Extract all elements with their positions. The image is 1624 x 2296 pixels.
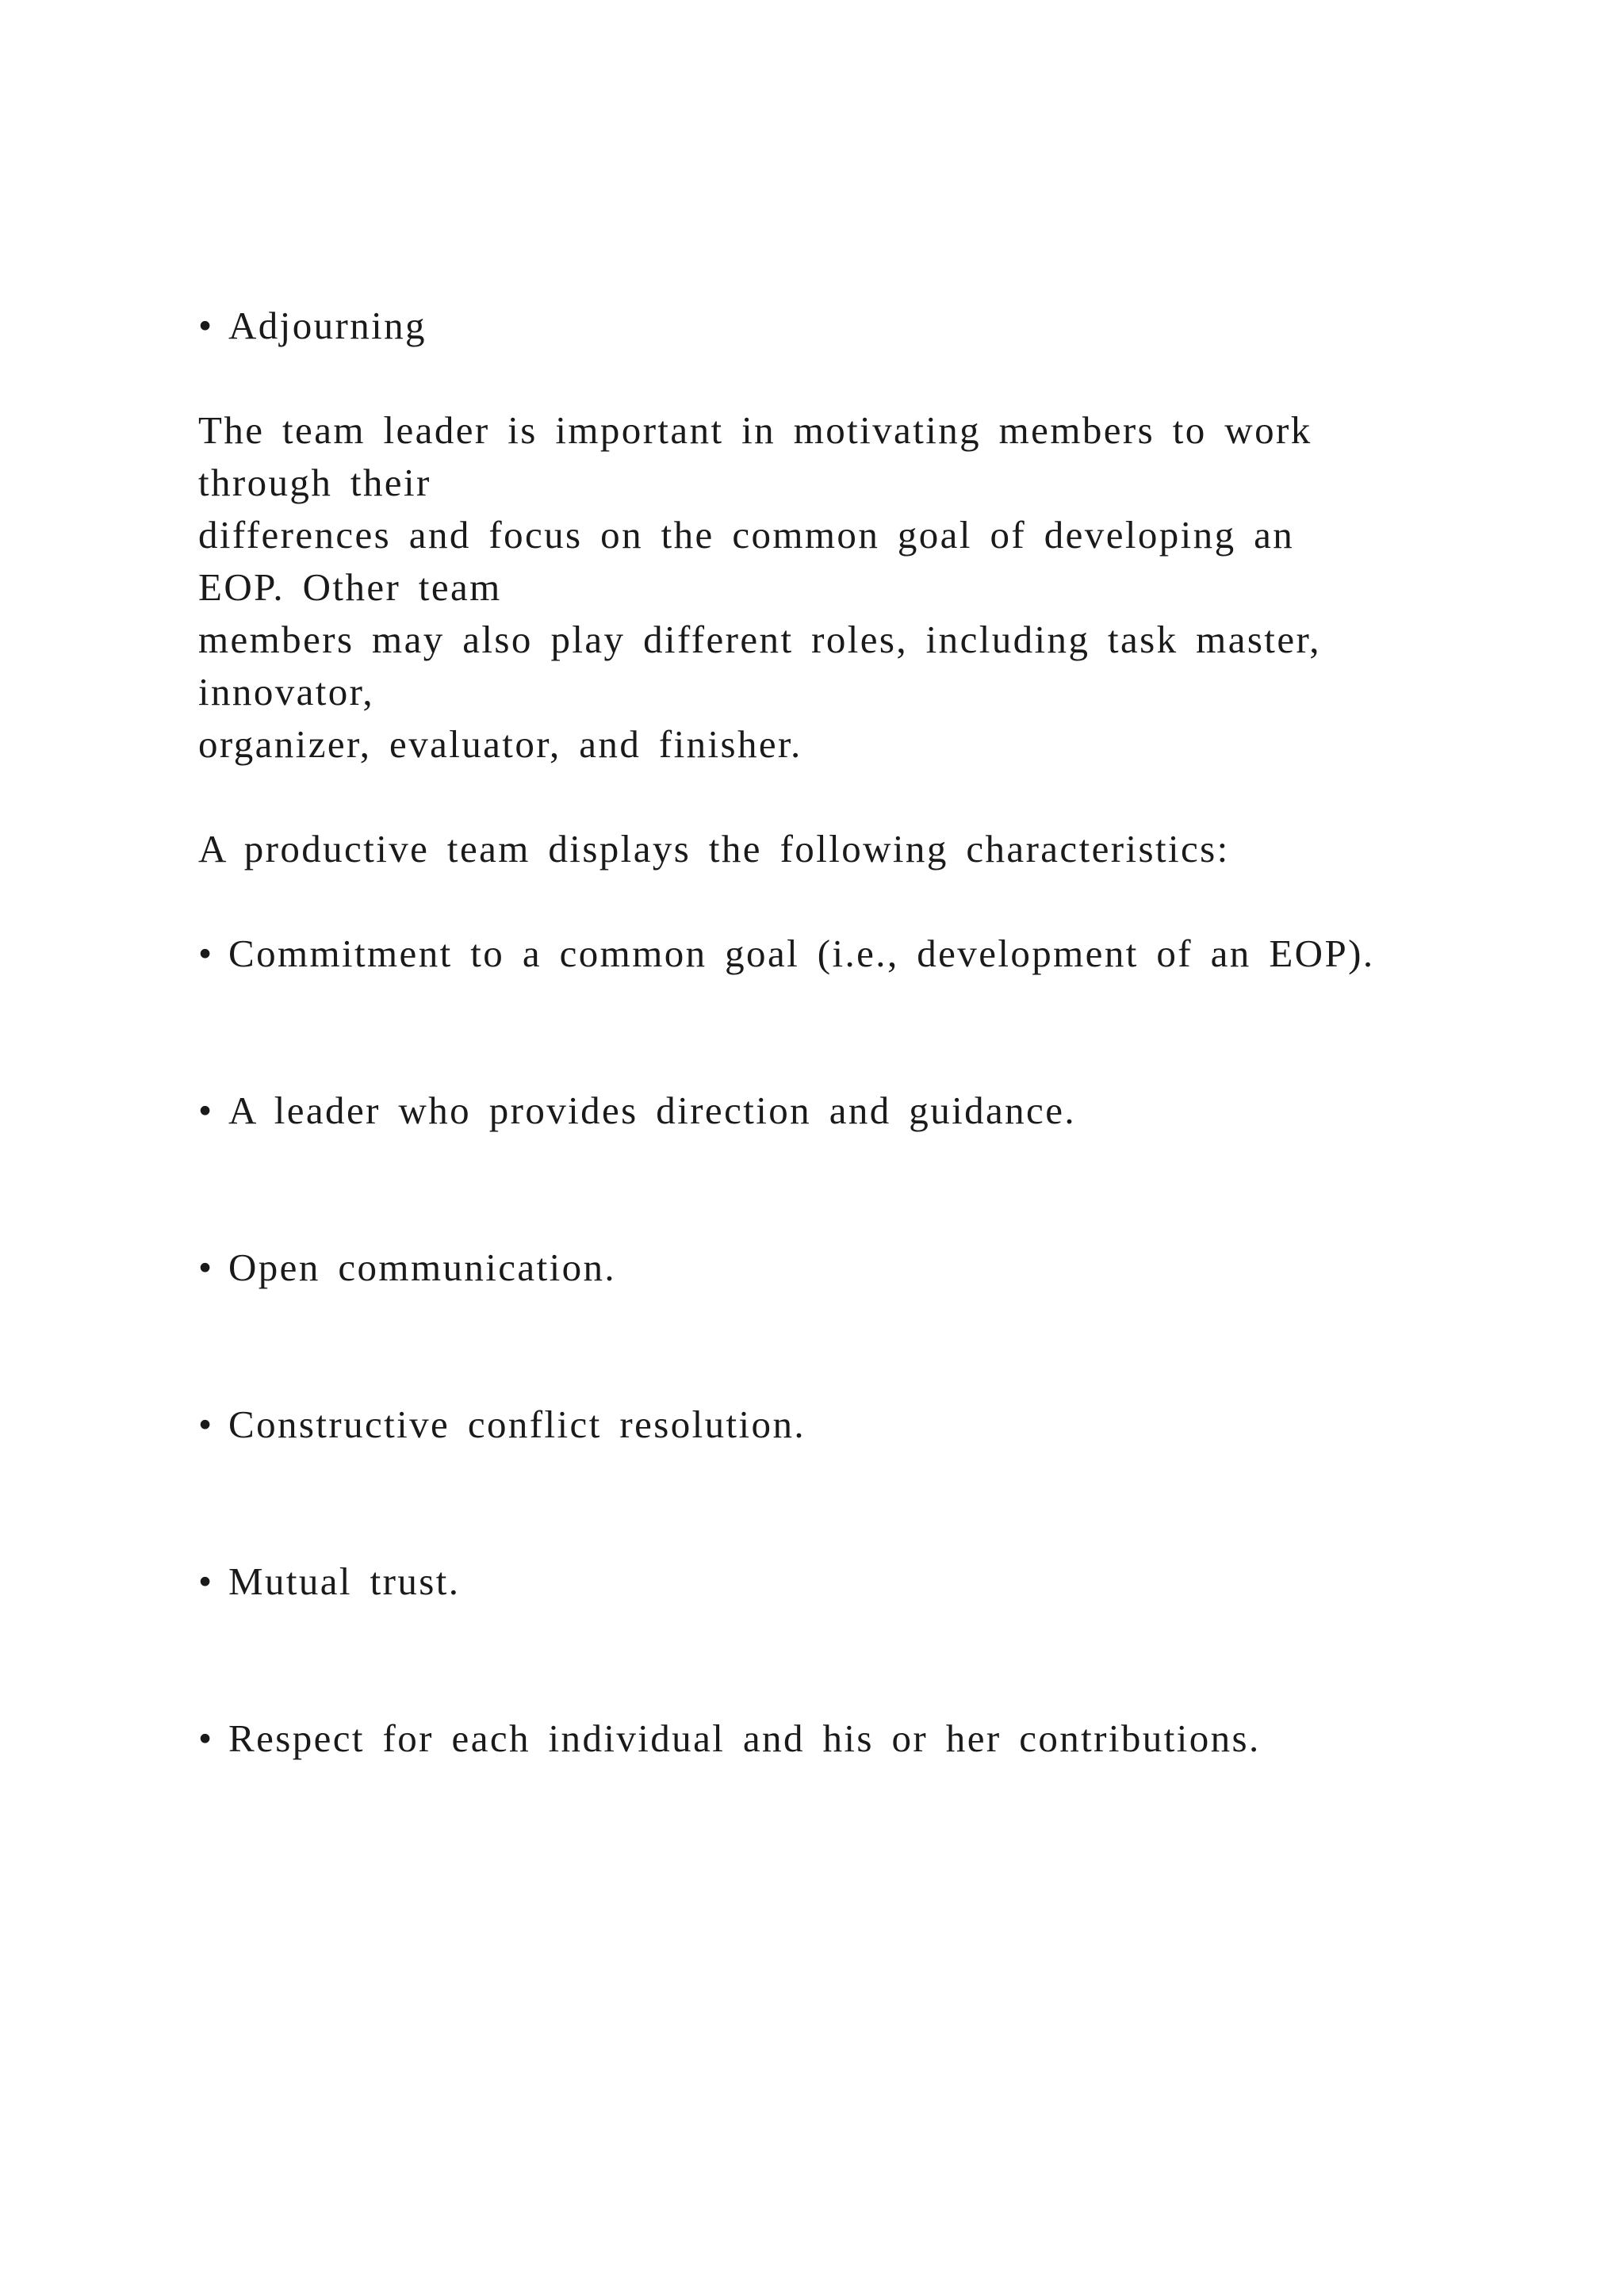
paragraph-line: differences and focus on the common goal of developing an <box>198 513 1295 557</box>
bullet-icon: • <box>198 932 214 975</box>
bullet-icon: • <box>198 1089 214 1132</box>
list-item-text: Adjourning <box>228 304 427 347</box>
paragraph-line: innovator, <box>198 670 375 714</box>
list-item <box>198 1712 1261 1765</box>
bullet-icon: • <box>198 1716 214 1760</box>
list-item <box>198 928 1374 980</box>
bullet-icon: • <box>198 1559 214 1603</box>
list-item-text: Commitment to a common goal (i.e., development of an EOP). <box>228 932 1375 975</box>
paragraph-line: through their <box>198 461 431 504</box>
bullet-icon: • <box>198 1402 214 1446</box>
characteristics-intro: A productive team displays the following characteristics: <box>198 827 1230 871</box>
list-item-text: Open communication. <box>228 1246 617 1289</box>
list-item-text: A leader who provides direction and guidance. <box>228 1089 1077 1132</box>
paragraph-line: members may also play different roles, including task master, <box>198 618 1321 661</box>
list-item-text: Respect for each individual and his or her contributions. <box>228 1716 1261 1760</box>
list-item-text: Constructive conflict resolution. <box>228 1402 806 1446</box>
list-item <box>198 1242 616 1294</box>
list-item-text: Mutual trust. <box>228 1559 461 1603</box>
paragraph-line: EOP. Other team <box>198 565 502 609</box>
paragraph-line: The team leader is important in motivating members to work <box>198 408 1312 452</box>
list-item <box>198 1399 806 1451</box>
bullet-icon: • <box>198 304 214 347</box>
list-item <box>198 1085 1076 1137</box>
list-item-adjourning <box>198 300 427 352</box>
list-item <box>198 1556 460 1608</box>
bullet-icon: • <box>198 1246 214 1289</box>
paragraph-line: organizer, evaluator, and finisher. <box>198 722 802 766</box>
